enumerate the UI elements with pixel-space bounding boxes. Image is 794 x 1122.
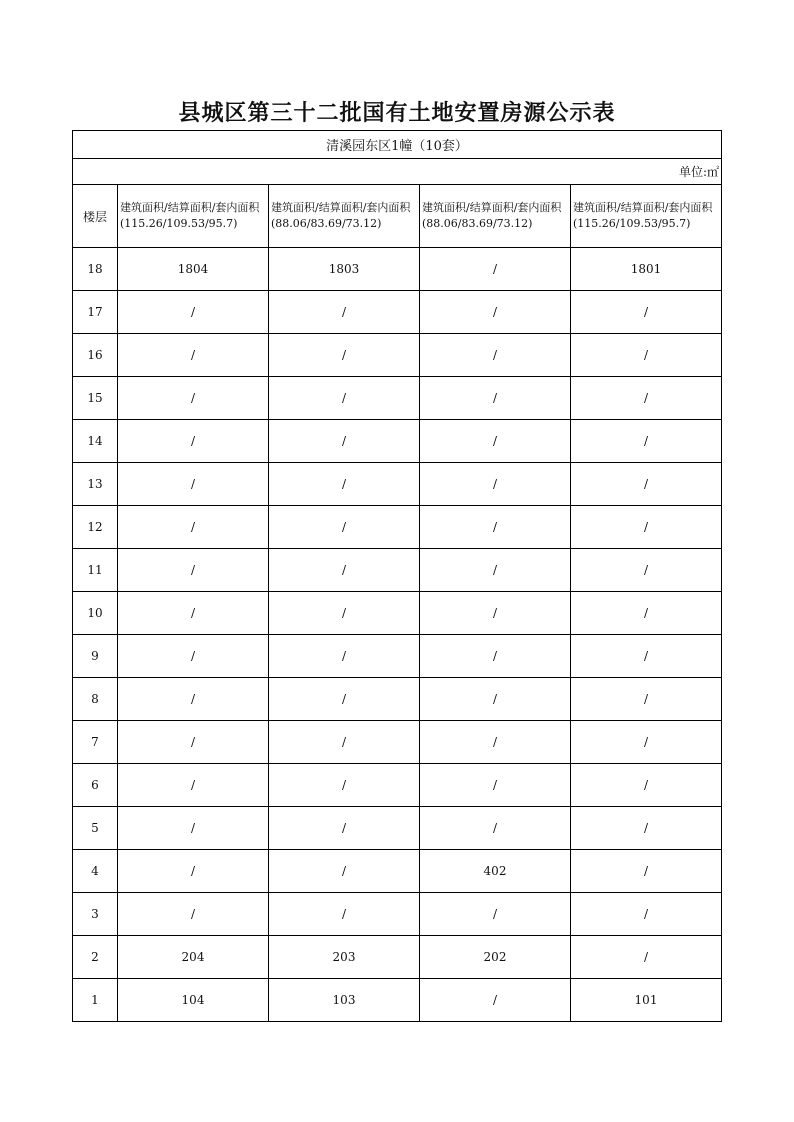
- floor-cell: 5: [73, 807, 118, 850]
- room-cell: 104: [118, 979, 269, 1022]
- page-title: 县城区第三十二批国有土地安置房源公示表: [178, 100, 616, 126]
- floor-cell: 11: [73, 549, 118, 592]
- room-cell: /: [571, 377, 722, 420]
- floor-cell: 9: [73, 635, 118, 678]
- room-cell: /: [571, 721, 722, 764]
- table-row: [73, 979, 722, 1022]
- subtitle-row: [73, 131, 722, 159]
- room-cell: /: [420, 721, 571, 764]
- room-cell: /: [118, 420, 269, 463]
- housing-table: [72, 130, 722, 1022]
- room-cell: /: [420, 807, 571, 850]
- room-cell: /: [571, 291, 722, 334]
- room-cell: /: [118, 721, 269, 764]
- building-subtitle: 清溪园东区1幢（10套）: [73, 131, 722, 159]
- room-cell: /: [118, 291, 269, 334]
- table-row: [73, 463, 722, 506]
- room-cell: 202: [420, 936, 571, 979]
- room-cell: /: [571, 334, 722, 377]
- room-cell: /: [571, 678, 722, 721]
- column-header: 建筑面积/结算面积/套内面积(88.06/83.69/73.12): [269, 185, 420, 248]
- room-cell: /: [269, 635, 420, 678]
- room-cell: /: [420, 893, 571, 936]
- room-cell: 402: [420, 850, 571, 893]
- floor-cell: 10: [73, 592, 118, 635]
- room-cell: 204: [118, 936, 269, 979]
- floor-cell: 2: [73, 936, 118, 979]
- room-cell: /: [118, 463, 269, 506]
- room-cell: 103: [269, 979, 420, 1022]
- room-cell: /: [420, 420, 571, 463]
- room-cell: /: [420, 377, 571, 420]
- table-row: [73, 248, 722, 291]
- room-cell: /: [571, 506, 722, 549]
- room-cell: 203: [269, 936, 420, 979]
- table-row: [73, 291, 722, 334]
- room-cell: /: [269, 893, 420, 936]
- room-cell: /: [269, 549, 420, 592]
- table-row: [73, 850, 722, 893]
- room-cell: /: [571, 936, 722, 979]
- table-body: [73, 131, 722, 1022]
- table-row: [73, 592, 722, 635]
- room-cell: /: [420, 979, 571, 1022]
- floor-cell: 12: [73, 506, 118, 549]
- floor-cell: 3: [73, 893, 118, 936]
- column-header: 建筑面积/结算面积/套内面积(115.26/109.53/95.7): [118, 185, 269, 248]
- room-cell: 1804: [118, 248, 269, 291]
- unit-row: [73, 159, 722, 185]
- room-cell: /: [269, 850, 420, 893]
- table-row: [73, 893, 722, 936]
- room-cell: /: [269, 291, 420, 334]
- table-row: [73, 377, 722, 420]
- table-row: [73, 420, 722, 463]
- room-cell: /: [571, 850, 722, 893]
- room-cell: /: [571, 463, 722, 506]
- room-cell: /: [269, 592, 420, 635]
- room-cell: /: [420, 506, 571, 549]
- room-cell: /: [571, 420, 722, 463]
- room-cell: /: [571, 893, 722, 936]
- room-cell: /: [269, 463, 420, 506]
- floor-cell: 17: [73, 291, 118, 334]
- floor-header: 楼层: [73, 185, 118, 248]
- floor-cell: 18: [73, 248, 118, 291]
- room-cell: /: [269, 678, 420, 721]
- room-cell: /: [118, 506, 269, 549]
- room-cell: /: [571, 807, 722, 850]
- room-cell: /: [571, 635, 722, 678]
- header-row: [73, 185, 722, 248]
- column-header: 建筑面积/结算面积/套内面积(115.26/109.53/95.7): [571, 185, 722, 248]
- floor-cell: 16: [73, 334, 118, 377]
- table-row: [73, 764, 722, 807]
- floor-cell: 6: [73, 764, 118, 807]
- room-cell: /: [420, 248, 571, 291]
- room-cell: /: [118, 549, 269, 592]
- room-cell: /: [571, 764, 722, 807]
- room-cell: /: [420, 334, 571, 377]
- room-cell: /: [420, 635, 571, 678]
- floor-cell: 4: [73, 850, 118, 893]
- room-cell: /: [269, 807, 420, 850]
- room-cell: /: [571, 549, 722, 592]
- floor-cell: 15: [73, 377, 118, 420]
- room-cell: /: [269, 420, 420, 463]
- room-cell: /: [118, 635, 269, 678]
- room-cell: /: [269, 377, 420, 420]
- room-cell: 1801: [571, 248, 722, 291]
- room-cell: /: [571, 592, 722, 635]
- room-cell: 101: [571, 979, 722, 1022]
- table-row: [73, 549, 722, 592]
- table-row: [73, 936, 722, 979]
- room-cell: /: [118, 807, 269, 850]
- room-cell: /: [269, 721, 420, 764]
- room-cell: /: [269, 764, 420, 807]
- room-cell: /: [118, 334, 269, 377]
- room-cell: /: [118, 592, 269, 635]
- room-cell: /: [118, 850, 269, 893]
- room-cell: /: [269, 334, 420, 377]
- unit-label: 单位:㎡: [73, 159, 722, 185]
- column-header: 建筑面积/结算面积/套内面积(88.06/83.69/73.12): [420, 185, 571, 248]
- table-row: [73, 721, 722, 764]
- room-cell: /: [420, 678, 571, 721]
- room-cell: /: [420, 764, 571, 807]
- room-cell: /: [420, 463, 571, 506]
- room-cell: 1803: [269, 248, 420, 291]
- table-row: [73, 334, 722, 377]
- room-cell: /: [420, 592, 571, 635]
- table-row: [73, 506, 722, 549]
- room-cell: /: [420, 291, 571, 334]
- table-row: [73, 635, 722, 678]
- room-cell: /: [118, 893, 269, 936]
- floor-cell: 7: [73, 721, 118, 764]
- floor-cell: 13: [73, 463, 118, 506]
- floor-cell: 14: [73, 420, 118, 463]
- room-cell: /: [269, 506, 420, 549]
- room-cell: /: [118, 678, 269, 721]
- floor-cell: 8: [73, 678, 118, 721]
- room-cell: /: [118, 377, 269, 420]
- table-row: [73, 807, 722, 850]
- floor-cell: 1: [73, 979, 118, 1022]
- room-cell: /: [420, 549, 571, 592]
- table-row: [73, 678, 722, 721]
- room-cell: /: [118, 764, 269, 807]
